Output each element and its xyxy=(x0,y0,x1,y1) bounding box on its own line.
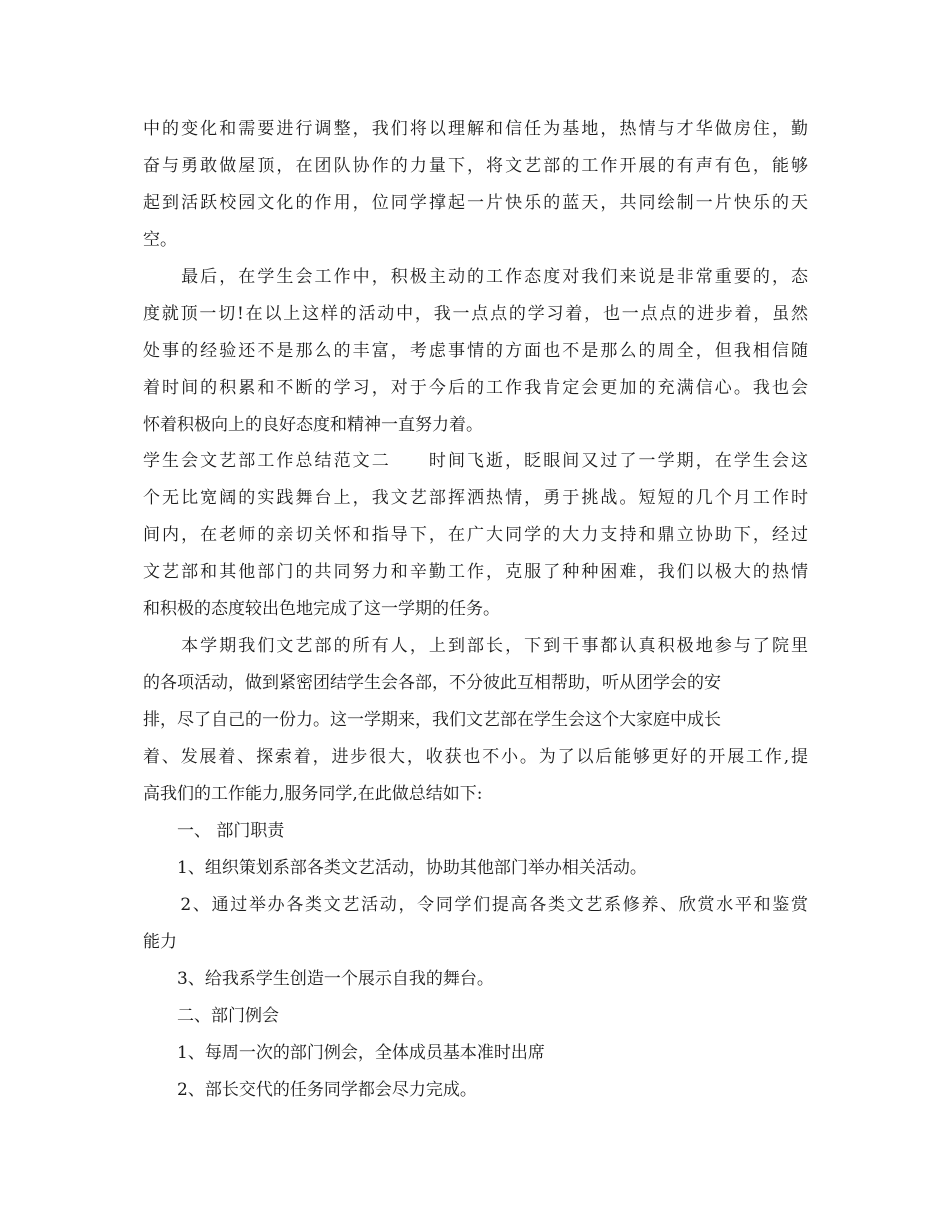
text-line: 怀着积极向上的良好态度和精神一直努力着。 xyxy=(143,415,483,435)
text-line: 起到活跃校园文化的作用，位同学撑起一片快乐的蓝天，共同绘制一片快乐的天 xyxy=(143,193,808,213)
text-line: 间内，在老师的亲切关怀和指导下，在广大同学的大力支持和鼎立协助下，经过 xyxy=(143,525,808,545)
text-line: 本学期我们文艺部的所有人，上到部长，下到干事都认真积极地参与了院里 xyxy=(143,636,808,656)
text-line: 着、发展着、探索着，进步很大，收获也不小。为了以后能够更好的开展工作,提 xyxy=(143,747,808,767)
text-line: 和积极的态度较出色地完成了这一学期的任务。 xyxy=(143,599,500,619)
list-item: 2、通过举办各类文艺活动，令同学们提高各类文艺系修养、欣赏水平和鉴赏 xyxy=(143,895,808,915)
text-line: 个无比宽阔的实践舞台上，我文艺部挥洒热情，勇于挑战。短短的几个月工作时 xyxy=(143,488,808,508)
text-line: 奋与勇敢做屋顶，在团队协作的力量下，将文艺部的工作开展的有声有色，能够 xyxy=(143,156,808,176)
text-line: 学生会文艺部工作总结范文二 时间飞逝，眨眼间又过了一学期，在学生会这 xyxy=(143,451,808,471)
list-item: 1、每周一次的部门例会，全体成员基本准时出席 xyxy=(143,1043,545,1063)
text-line: 文艺部和其他部门的共同努力和辛勤工作，克服了种种困难，我们以极大的热情 xyxy=(143,562,808,582)
section-heading: 二、部门例会 xyxy=(143,1006,279,1026)
text-line: 最后，在学生会工作中，积极主动的工作态度对我们来说是非常重要的，态 xyxy=(143,267,808,287)
section-heading: 一、 部门职责 xyxy=(143,821,285,841)
text-line: 的各项活动，做到紧密团结学生会各部，不分彼此互相帮助，听从团学会的安 xyxy=(143,673,721,693)
text-line: 高我们的工作能力,服务同学,在此做总结如下: xyxy=(143,784,483,804)
list-item: 1、组织策划系部各类文艺活动，协助其他部门举办相关活动。 xyxy=(143,858,647,878)
text-line: 中的变化和需要进行调整，我们将以理解和信任为基地，热情与才华做房住，勤 xyxy=(143,119,808,139)
text-line: 着时间的积累和不断的学习，对于今后的工作我肯定会更加的充满信心。我也会 xyxy=(143,378,808,398)
list-item-continued: 能力 xyxy=(143,932,177,952)
list-item: 3、给我系学生创造一个展示自我的舞台。 xyxy=(143,969,494,989)
list-item: 2、部长交代的任务同学都会尽力完成。 xyxy=(143,1080,477,1100)
text-line: 排，尽了自己的一份力。这一学期来，我们文艺部在学生会这个大家庭中成长 xyxy=(143,710,721,730)
text-line: 度就顶一切!在以上这样的活动中，我一点点的学习着，也一点点的进步着，虽然 xyxy=(143,304,808,324)
text-line: 处事的经验还不是那么的丰富，考虑事情的方面也不是那么的周全，但我相信随 xyxy=(143,341,808,361)
text-line: 空。 xyxy=(143,230,177,250)
